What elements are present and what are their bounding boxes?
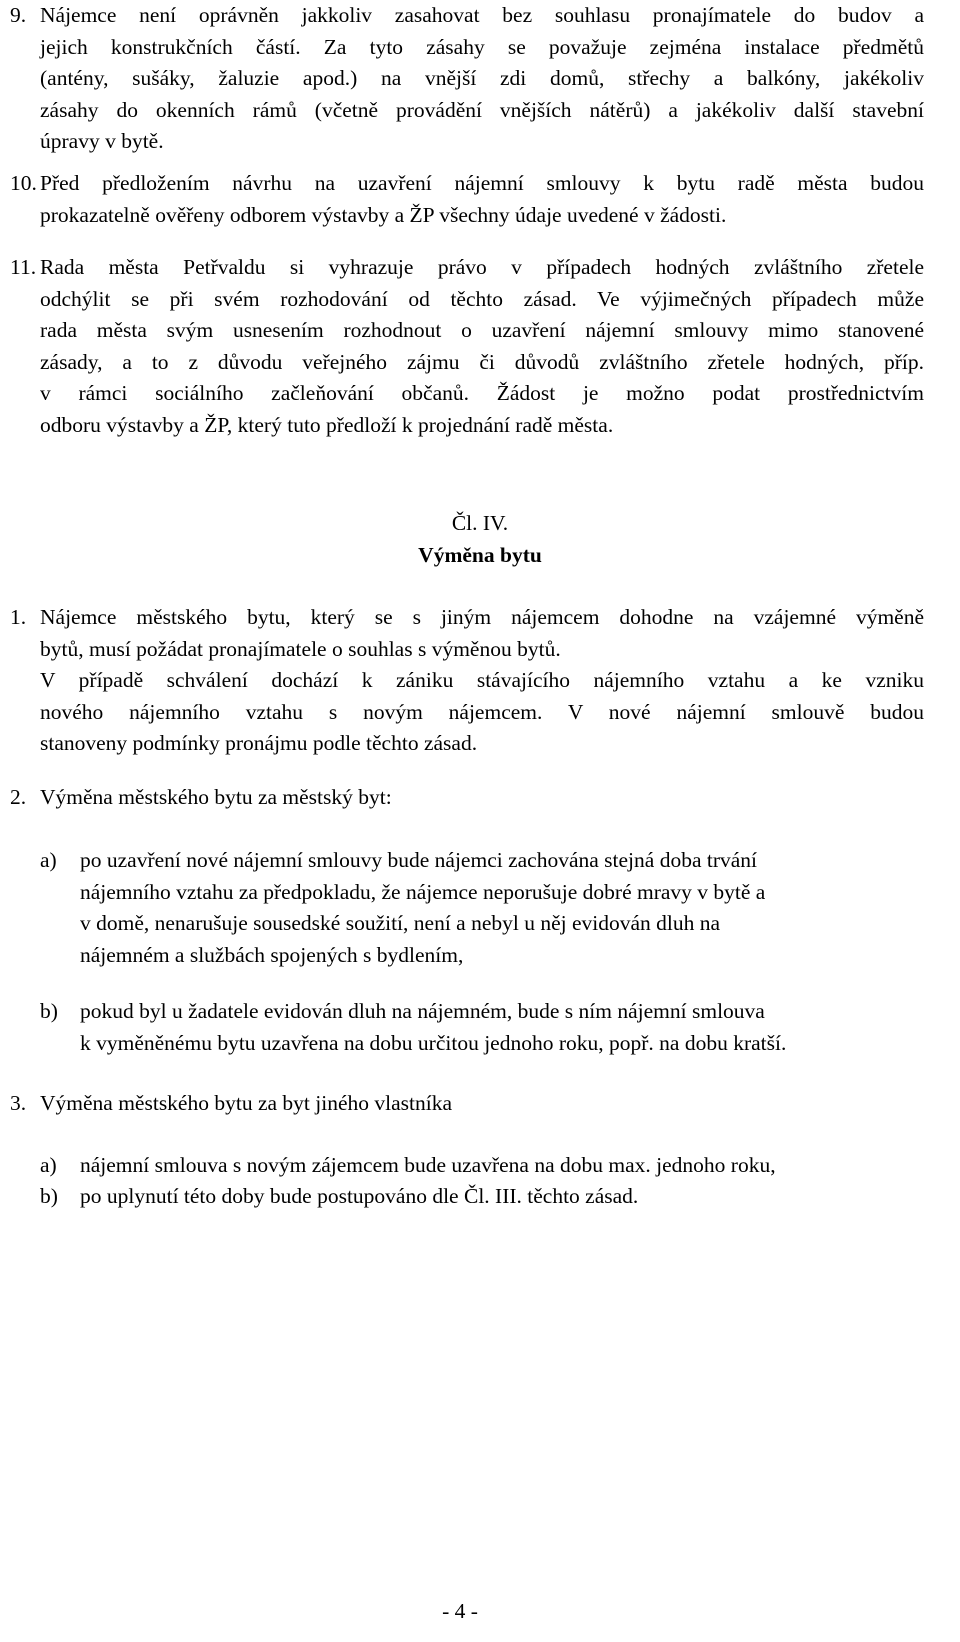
clause-text xyxy=(40,0,924,158)
text-line: nájemném a službách spojených s bydlením, xyxy=(80,942,464,967)
text-line: nájemní smlouva s novým zájemcem bude uzavřena na dobu max. jednoho roku, xyxy=(80,1153,776,1177)
text-line: nového nájemního vztahu s novým nájemcem. V nové nájemní smlouvě budou xyxy=(40,699,924,724)
text-line: prokazatelně ověřeny odborem výstavby a ŽP všechny údaje uvedené v žádosti. xyxy=(40,202,727,227)
text-line: V případě schválení dochází k zániku stávajícího nájemního vztahu a ke vzniku xyxy=(40,668,924,692)
clause-text xyxy=(40,168,924,231)
sub-text xyxy=(80,845,924,971)
sub-text xyxy=(80,1181,924,1213)
article-number: Čl. IV. xyxy=(451,511,509,535)
sub-letter: b) xyxy=(40,1184,58,1208)
text-line: po uzavření nové nájemní smlouvy bude nájemci zachována stejná doba trvání xyxy=(80,848,758,872)
point-number: 1. xyxy=(10,605,27,629)
text-line: (antény, sušáky, žaluzie apod.) na vnější zdi domů, střechy a balkóny, jakékoliv xyxy=(40,66,924,90)
text-line: bytů, musí požádat pronajímatele o souhlas s výměnou bytů. xyxy=(40,636,561,661)
sub-letter: a) xyxy=(40,848,57,872)
text-line: Rada města Petřvaldu si vyhrazuje právo v případech hodných zvláštního zřetele xyxy=(40,255,924,279)
point-text xyxy=(40,602,924,760)
text-line: Nájemce městského bytu, který se s jiným nájemcem dohodne na vzájemné výměně xyxy=(40,605,924,629)
text-line: zásady, a to z důvodu veřejného zájmu či důvodů zvláštního zřetele hodných, příp. xyxy=(40,349,924,374)
clause-text xyxy=(40,252,924,441)
point-number: 2. xyxy=(10,785,27,809)
clause-number: 11. xyxy=(10,255,37,279)
clause-number: 9. xyxy=(10,3,27,27)
text-line: pokud byl u žadatele evidován dluh na nájemném, bude s ním nájemní smlouva xyxy=(80,999,765,1023)
page-number: - 4 - xyxy=(442,1599,478,1623)
text-line: úpravy v bytě. xyxy=(40,129,164,153)
clause-number: 10. xyxy=(10,171,37,195)
text-line: Nájemce není oprávněn jakkoliv zasahovat bez souhlasu pronajímatele do budov a xyxy=(40,3,924,27)
sub-letter: b) xyxy=(40,999,58,1023)
sub-text xyxy=(80,1150,924,1182)
text-line: po uplynutí této doby bude postupováno dle Čl. III. těchto zásad. xyxy=(80,1184,639,1208)
point-text xyxy=(40,782,924,814)
text-line: k vyměněnému bytu uzavřena na dobu určitou jednoho roku, popř. na dobu kratší. xyxy=(80,1030,787,1055)
text-line: rada města svým usnesením rozhodnout o uzavření nájemní smlouvy mimo stanovené xyxy=(40,318,924,342)
text-line: jejich konstrukčních částí. Za tyto zásahy se považuje zejména instalace předmětů xyxy=(40,34,924,59)
text-line: zásahy do okenních rámů (včetně provádění vnějších nátěrů) a jakékoliv další stavební xyxy=(40,97,924,122)
point-text xyxy=(40,1088,924,1120)
text-line: odboru výstavby a ŽP, který tuto předloží k projednání radě města. xyxy=(40,412,614,437)
sub-letter: a) xyxy=(40,1153,57,1177)
text-line: v domě, nenarušuje sousedské soužití, není a nebyl u něj evidován dluh na xyxy=(80,911,721,935)
section-title: Výměna bytu xyxy=(418,543,542,567)
text-line: odchýlit se při svém rozhodování od těchto zásad. Ve výjimečných případech může xyxy=(40,286,924,311)
text-line: stanoveny podmínky pronájmu podle těchto zásad. xyxy=(40,731,478,755)
text-line: nájemního vztahu za předpokladu, že nájemce neporušuje dobré mravy v bytě a xyxy=(80,879,766,904)
text-line: v rámci sociálního začleňování občanů. Žádost je možno podat prostřednictvím xyxy=(40,381,924,405)
text-line: Výměna městského bytu za byt jiného vlastníka xyxy=(40,1091,452,1115)
text-line: Před předložením návrhu na uzavření nájemní smlouvy k bytu radě města budou xyxy=(40,171,924,195)
sub-text xyxy=(80,996,924,1059)
point-number: 3. xyxy=(10,1091,27,1115)
text-line: Výměna městského bytu za městský byt: xyxy=(40,785,392,809)
